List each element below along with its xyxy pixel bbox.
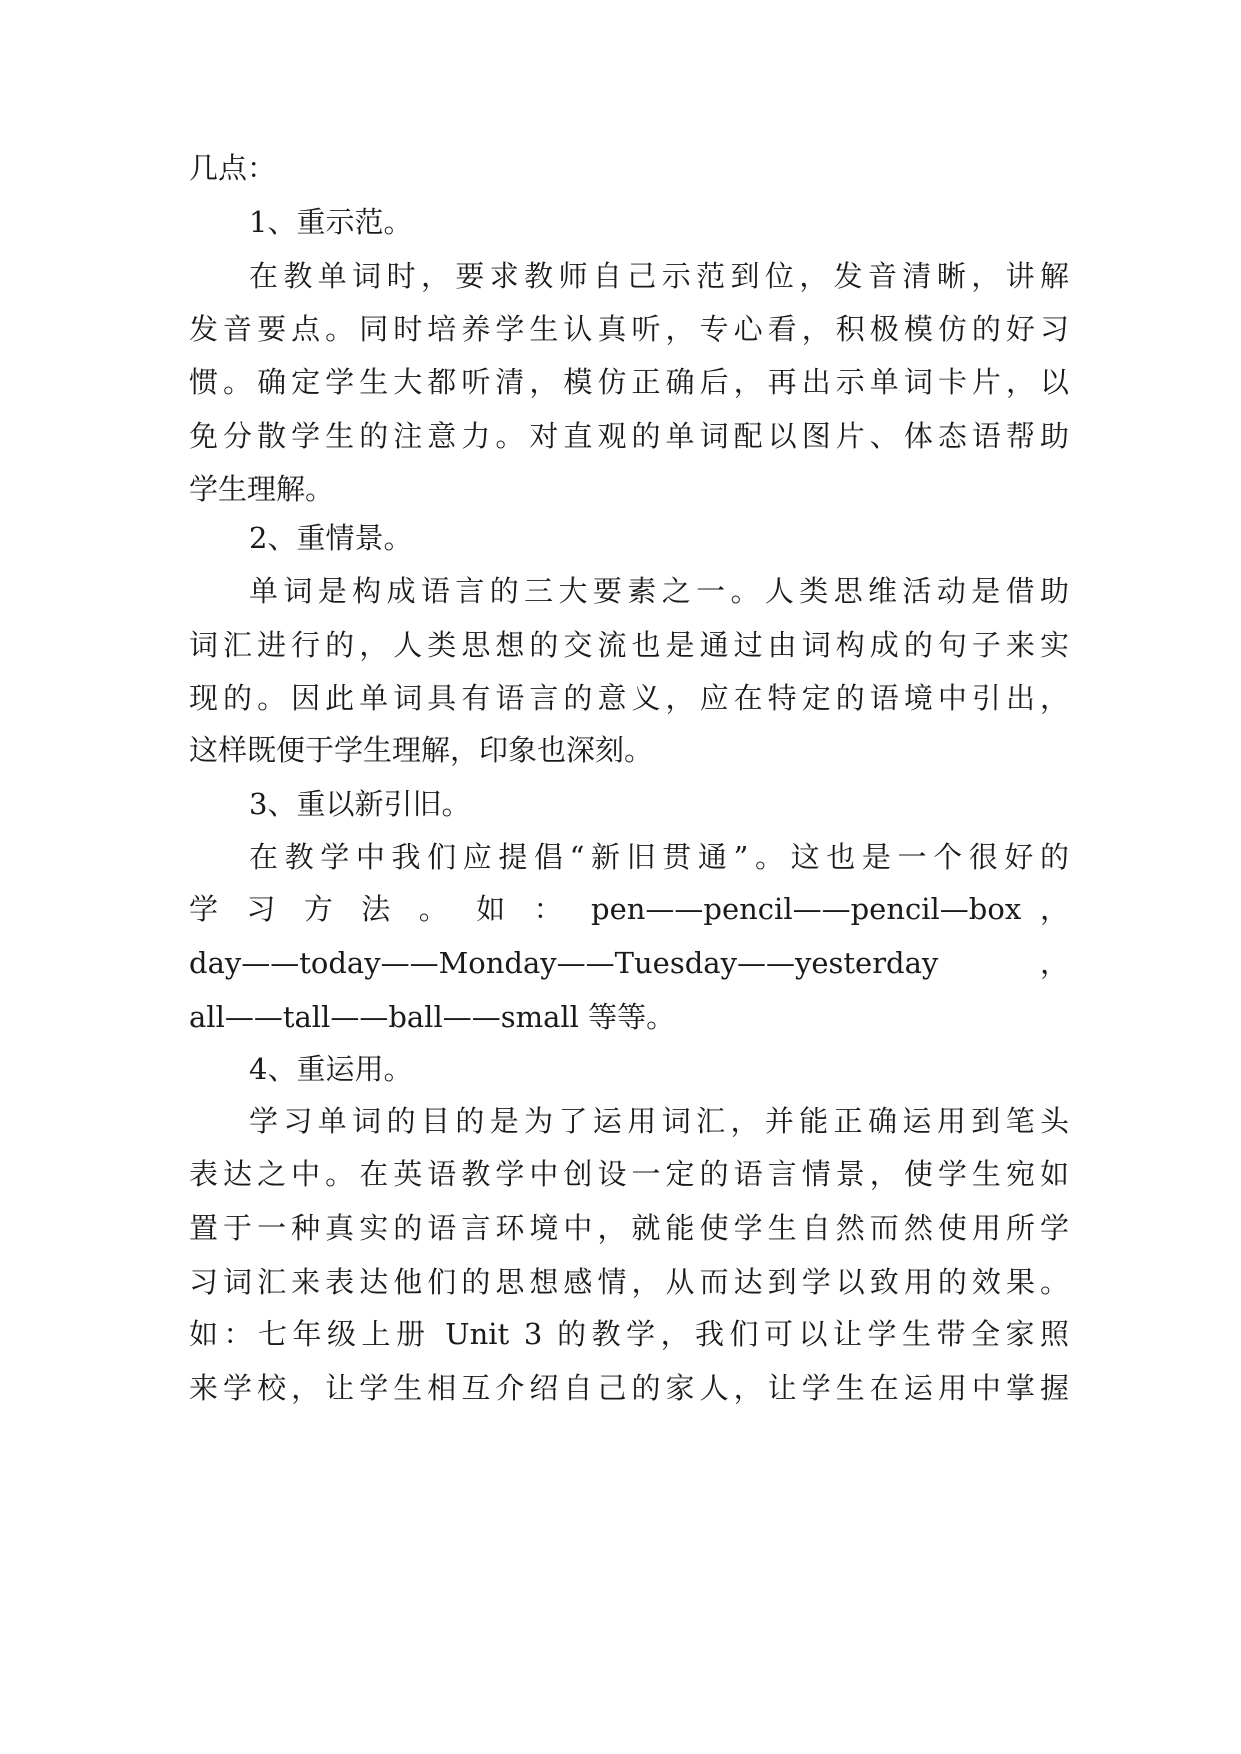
text-line: 惯。确定学生大都听清，模仿正确后，再出示单词卡片，以 — [189, 365, 1069, 399]
text-line: 单词是构成语言的三大要素之一。人类思维活动是借助 — [249, 574, 1069, 608]
text-line: 现的。因此单词具有语言的意义，应在特定的语境中引出， — [189, 681, 1069, 715]
text-line: 这样既便于学生理解，印象也深刻。 — [189, 733, 654, 767]
text-line: 词汇进行的，人类思想的交流也是通过由词构成的句子来实 — [189, 628, 1069, 662]
text-line: 学 习 方 法 。 如 ： pen——pencil——pencil—box ， — [189, 892, 1069, 926]
text-line: 来学校，让学生相互介绍自己的家人，让学生在运用中掌握 — [189, 1371, 1069, 1405]
text-line: day——today——Monday——Tuesday——yesterday ， — [189, 946, 1069, 980]
text-line: 置于一种真实的语言环境中，就能使学生自然而然使用所学 — [189, 1211, 1069, 1245]
text-line: 学生理解。 — [189, 472, 335, 506]
text-line: 发音要点。同时培养学生认真听，专心看，积极模仿的好习 — [189, 312, 1069, 346]
text-line: 学习单词的目的是为了运用词汇，并能正确运用到笔头 — [249, 1104, 1069, 1138]
section-heading: 3、重以新引旧。 — [249, 787, 471, 821]
section-heading: 2、重情景。 — [249, 521, 413, 555]
text-line: 表达之中。在英语教学中创设一定的语言情景，使学生宛如 — [189, 1157, 1069, 1191]
section-heading: 1、重示范。 — [249, 205, 413, 239]
text-line: 免分散学生的注意力。对直观的单词配以图片、体态语帮助 — [189, 419, 1069, 453]
section-heading: 4、重运用。 — [249, 1052, 413, 1086]
text-line: 习词汇来表达他们的思想感情，从而达到学以致用的效果。 — [189, 1265, 1069, 1299]
text-line: 在教单词时，要求教师自己示范到位，发音清晰，讲解 — [249, 259, 1069, 293]
text-line: 几点： — [189, 151, 277, 185]
text-line: 如：七年级上册 Unit 3 的教学，我们可以让学生带全家照 — [189, 1317, 1069, 1351]
text-line: all——tall——ball——small 等等。 — [189, 1000, 676, 1034]
text-line: 在教学中我们应提倡“新旧贯通”。这也是一个很好的 — [249, 840, 1069, 874]
